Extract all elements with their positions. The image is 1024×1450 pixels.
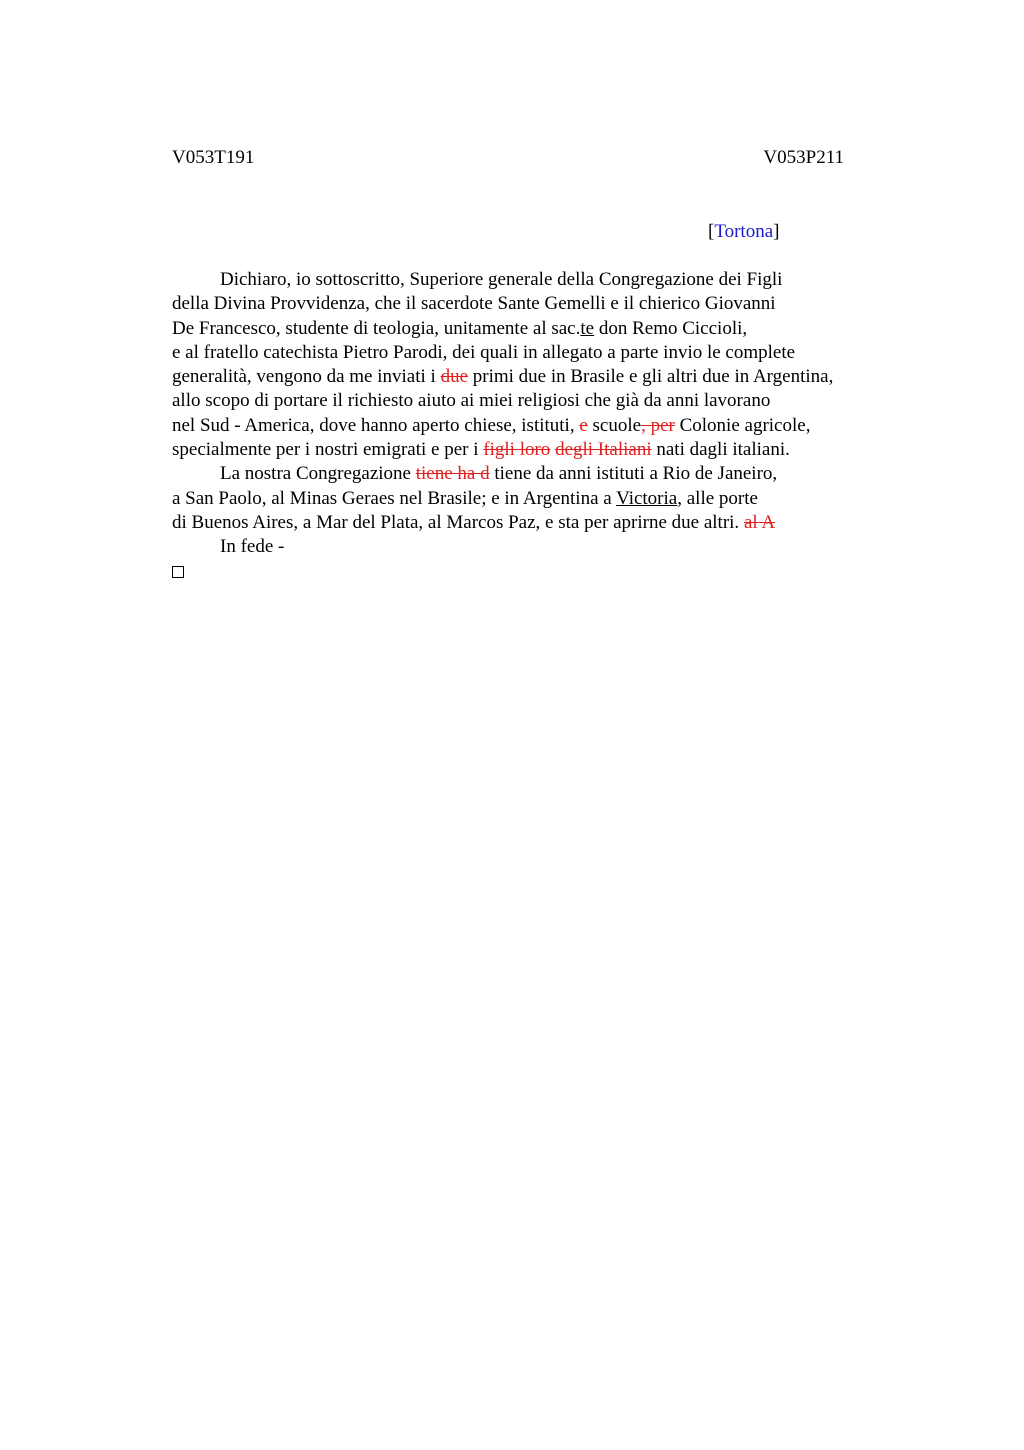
text-line (172, 535, 912, 559)
letter-body (172, 268, 912, 584)
text-line (172, 462, 912, 486)
text-segment: a San Paolo, al Minas Geraes nel Brasile; e in Argentina a (172, 487, 617, 509)
text-segment: nel Sud - America, dove hanno aperto chiese, istituti, (172, 414, 580, 436)
text-segment: , alle porte (677, 487, 758, 509)
place-open-bracket: [ (708, 221, 715, 242)
text-segment: Dichiaro, io sottoscritto, Superiore generale della Congregazione dei Figli (220, 269, 783, 290)
volume-page-code: V053P211 (763, 147, 844, 168)
text-line (172, 268, 912, 292)
text-segment: specialmente per i nostri emigrati e per i (172, 439, 484, 461)
deleted-text: tiene ha d (415, 463, 490, 485)
text-line (172, 365, 912, 389)
text-segment: nati dagli italiani. (651, 439, 790, 461)
place-close-bracket: ] (773, 221, 780, 242)
text-segment: Colonie agricole, (674, 414, 811, 436)
text-segment: scuole (587, 414, 642, 436)
deleted-text: , per (641, 414, 675, 436)
deleted-text: e (579, 414, 588, 436)
text-line (172, 487, 912, 511)
deleted-text: degli Italiani (555, 439, 652, 461)
volume-text-code: V053T191 (172, 147, 255, 168)
end-marker-line (172, 560, 912, 584)
text-segment: e al fratello catechista Pietro Parodi, dei quali in allegato a parte invio le complete (172, 341, 796, 363)
letter-lines (172, 268, 912, 560)
text-segment: La nostra Congregazione (220, 463, 416, 485)
text-segment: De Francesco, studente di teologia, unitamente al sac. (172, 317, 581, 339)
text-segment: don Remo Ciccioli, (594, 317, 748, 339)
text-segment: di Buenos Aires, a Mar del Plata, al Marcos Paz, e sta per aprirne due altri. (172, 511, 744, 533)
underlined-text: te (580, 317, 595, 339)
deleted-text: figli loro (483, 439, 551, 461)
text-line (172, 341, 912, 365)
text-segment: primi due in Brasile e gli altri due in Argentina, (468, 366, 834, 388)
text-line (172, 292, 912, 316)
text-segment: generalità, vengono da me inviati i (172, 366, 441, 388)
deleted-text: due (440, 366, 468, 388)
text-segment: tiene da anni istituti a Rio de Janeiro, (489, 463, 778, 485)
text-line (172, 414, 912, 438)
deleted-text: al A (743, 511, 776, 533)
text-line (172, 389, 912, 413)
text-segment: allo scopo di portare il richiesto aiuto ai miei religiosi che già da anni lavorano (172, 390, 771, 412)
text-segment: In fede - (220, 536, 285, 558)
text-line (172, 317, 912, 341)
document-header (172, 146, 844, 170)
text-line (172, 438, 912, 462)
text-segment: della Divina Provvidenza, che il sacerdote Sante Gemelli e il chierico Giovanni (172, 293, 776, 315)
place-name[interactable]: Tortona (714, 221, 774, 242)
place-annotation (708, 220, 779, 244)
text-line (172, 511, 912, 535)
square-outline-icon (172, 566, 184, 578)
underlined-text: Victoria (616, 487, 678, 509)
